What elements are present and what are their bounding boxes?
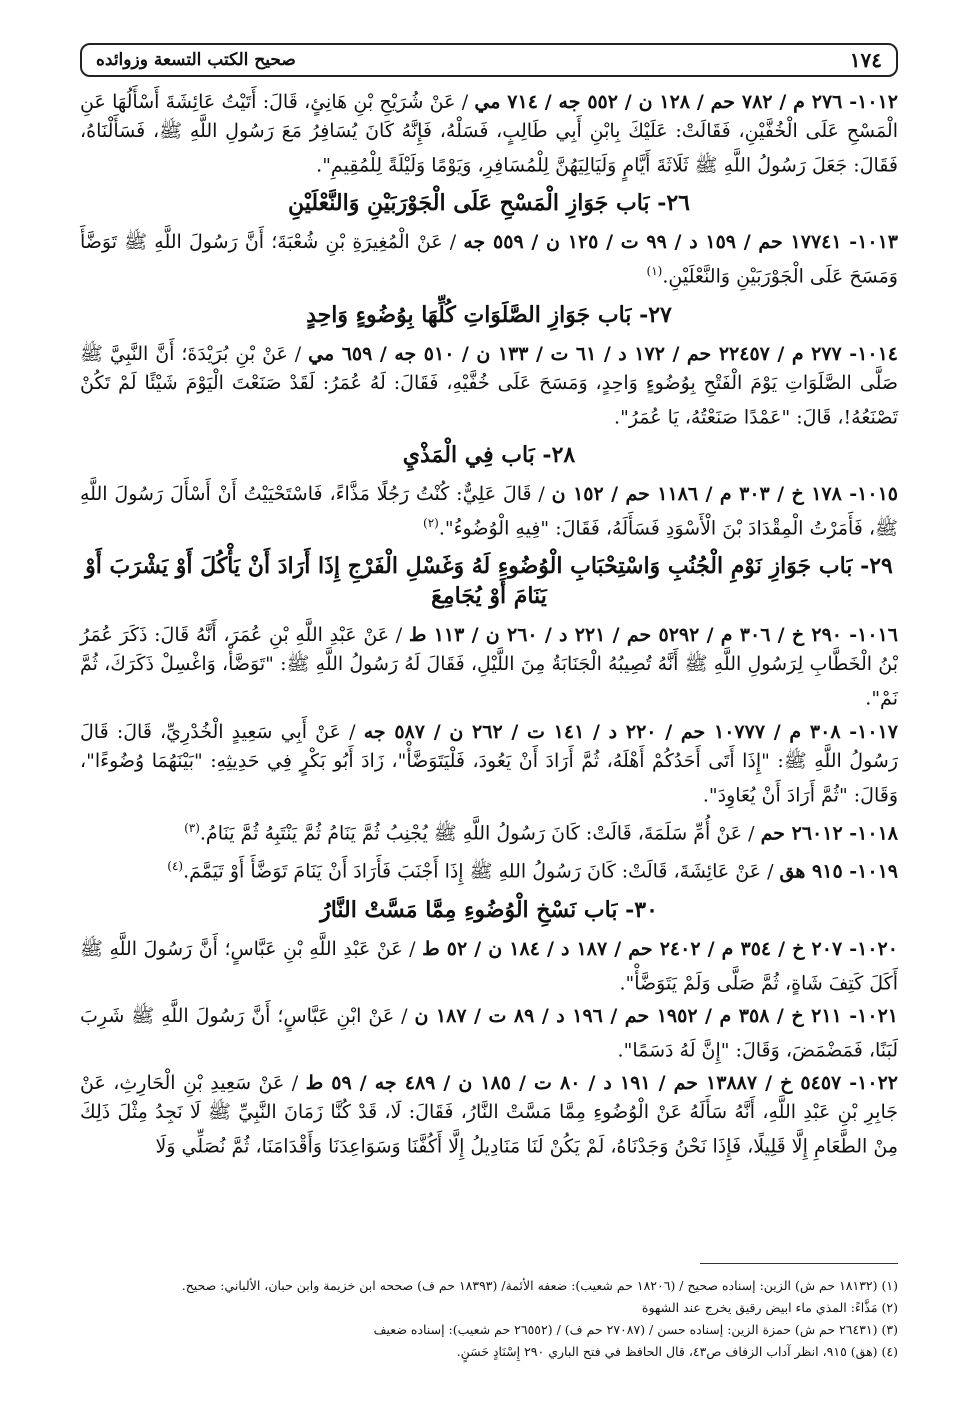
book-title: صحيح الكتب التسعة وزوائده [96, 50, 296, 70]
hadith-references: ١٠١٤- ٢٧٧ م / ٢٢٤٥٧ حم / ١٧٢ د / ٦١ ت / ١٣٣ ن / ٥١٠ جه / ٦٥٩ مي [308, 342, 899, 365]
page-body [80, 88, 898, 1166]
hadith-text: / عَنْ أُمِّ سَلَمَةَ، قَالَتْ: كَانَ رَسُولُ اللَّهِ ﷺ يُجْنِبُ ثُمَّ يَنَامُ ثُمَّ يَنْتَبِهُ ثُمَّ يَنَامُ. [199, 822, 761, 845]
hadith-text: / عَنْ ابْنِ عَبَّاسٍ؛ أَنَّ رَسُولَ اللَّهِ ﷺ شَرِبَ لَبَنًا، فَمَضْمَضَ، وَقَالَ: "إِنَّ لَهُ دَسَمًا". [80, 1004, 898, 1062]
hadith-entry [80, 1069, 898, 1161]
chapter-heading: ٣٠- بَاب نَسْخِ الْوُضُوءِ مِمَّا مَسَّتْ النَّارُ [320, 896, 658, 923]
hadith-text: / عَنْ بْنِ بُرَيْدَةَ؛ أَنَّ النَّبِيَّ ﷺ صَلَّى الصَّلَوَاتِ يَوْمَ الْفَتْحِ بِوُضُوءٍ وَاحِدٍ، وَمَسَحَ عَلَى خُفَّيْهِ، فَقَالَ: لَهُ عُمَرُ: لَقَدْ صَنَعْتَ الْيَوْمَ شَيْئًا لَمْ تَكُنْ تَصْنَعُهُ!، قَالَ: "عَمْدًا صَنَعْتُهُ، يَا عُمَرُ". [80, 342, 898, 428]
hadith-entry [80, 88, 898, 180]
hadith-references: ١٠٢١- ٢١١ خ / ٣٥٨ م / ١٩٥٢ حم / ١٩٦ د / ٨٩ ت / ١٨٧ ن [414, 1004, 898, 1027]
chapter-heading: ٢٦- بَاب جَوَازِ الْمَسْحِ عَلَى الْجَوْرَبَيْنِ وَالنَّعْلَيْنِ [288, 190, 690, 217]
hadith-references: ١٠٢٢- ٥٤٥٧ خ / ١٣٨٨٧ حم / ١٩١ د / ٨٠ ت / ١٨٥ ن / ٤٨٩ جه / ٥٩ ط [305, 1072, 898, 1095]
hadith-references: ١٠١٣- ١٧٧٤١ حم / ١٥٩ د / ٩٩ ت / ١٢٥ ن / ٥٥٩ جه [463, 231, 899, 254]
hadith-entry [80, 480, 898, 543]
footnote-marker: (٣) [184, 820, 200, 835]
hadith-text: / عَنْ عَائِشَةَ، قَالَتْ: كَانَ رَسُولُ اللهِ ﷺ إِذَا أَجْنَبَ فَأَرَادَ أَنْ يَنَامَ تَوَضَّأَ أَوْ تَيَمَّمَ. [183, 860, 780, 883]
hadith-entry [80, 852, 898, 886]
hadith-entry [80, 228, 898, 291]
hadith-entry [80, 1002, 898, 1065]
chapter-heading: ٢٨- بَاب فِي الْمَذْيِ [402, 441, 576, 468]
hadith-entry [80, 340, 898, 432]
hadith-entry [80, 935, 898, 998]
hadith-text: / عَنْ شُرَيْحِ بْنِ هَانِئٍ، قَالَ: أَتَيْتُ عَائِشَةَ أَسْأَلُهَا عَنِ الْمَسْحِ عَلَى الْخُفَّيْنِ، فَقَالَتْ: عَلَيْكَ بِابْنِ أَبِي طَالِبٍ، فَسَلْهُ، فَإِنَّهُ كَانَ يُسَافِرُ مَعَ رَسُولِ اللَّهِ ﷺ، فَسَأَلْنَاهُ، فَقَالَ: جَعَلَ رَسُولُ اللَّهِ ﷺ ثَلَاثَةَ أَيَّامٍ وَلَيَالِيَهُنَّ لِلْمُسَافِرِ، وَيَوْمًا وَلَيْلَةً لِلْمُقِيمِ". [80, 91, 898, 177]
hadith-entry [80, 718, 898, 810]
footnote: (٢) مَذَّاءً: المذي ماء ابيض رقيق يخرج عند الشهوة [641, 1300, 898, 1315]
hadith-references: ١٠١٦- ٢٩٠ خ / ٣٠٦ م / ٥٢٩٢ حم / ٢٢١ د / ٢٦٠ ن / ١١٣ ط [408, 624, 898, 647]
hadith-references: ١٠١٧- ٣٠٨ م / ١٠٧٧٧ حم / ٢٢٠ د / ١٤١ ت / ٢٦٢ ن / ٥٨٧ جه [363, 720, 898, 743]
footnote: (١) (١٨١٣٢ حم ش) الزين: إسناده صحيح / (١٨٢٠٦ حم شعيب): ضعفه الأئمة/ (١٨٣٩٣ حم ف) صححه ابن خزيمة وابن حبان، الألباني: صحيح. [181, 1278, 898, 1293]
footnote: (٣) (٢٦٤٣١ حم ش) حمزة الزين: إسناده حسن / (٢٧٠٨٧ حم ف) / (٢٦٥٥٢ حم شعيب): إسناده ضعيف [373, 1322, 898, 1337]
hadith-references: ١٠١٨- ٢٦٠١٢ حم [760, 822, 898, 845]
hadith-text: / عَنْ سَعِيدِ بْنِ الْحَارِثِ، عَنْ جَابِرِ بْنِ عَبْدِ اللَّهِ، أَنَّهُ سَأَلَهُ عَنْ الْوُضُوءِ مِمَّا مَسَّتْ النَّارُ، فَقَالَ: لَا، قَدْ كُنَّا زَمَانَ النَّبِيِّ ﷺ لَا نَجِدُ مِثْلَ ذَلِكَ مِنْ الطَّعَامِ إِلَّا قَلِيلًا، فَإِذَا نَحْنُ وَجَدْنَاهُ، لَمْ يَكُنْ لَنَا مَنَادِيلُ إِلَّا أَكُفَّنَا وَسَوَاعِدَنَا وَأَقْدَامَنَا، ثُمَّ نُصَلِّي وَلَا [80, 1072, 898, 1158]
hadith-entry [80, 814, 898, 848]
hadith-text: / قَالَ عَلِيٌّ: كُنْتُ رَجُلًا مَذَّاءً، فَاسْتَحْيَيْتُ أَنْ أَسْأَلَ رَسُولَ اللَّهِ ﷺ، فَأَمَرْتُ الْمِقْدَادَ بْنَ الْأَسْوَدِ فَسَأَلَهُ، فَقَالَ: "فِيهِ الْوُضُوءُ". [80, 482, 898, 540]
hadith-references: ١٠١٩- ٩١٥ هق [779, 860, 898, 883]
hadith-text: / عَنْ أَبِي سَعِيدٍ الْخُدْرِيِّ، قَالَ: قَالَ رَسُولُ اللَّهِ ﷺ: "إِذَا أَتَى أَحَدُكُمْ أَهْلَهُ، ثُمَّ أَرَادَ أَنْ يَعُودَ، فَلْيَتَوَضَّأْ"، زَادَ أَبُو بَكْرٍ فِي حَدِيثِهِ: "بَيْنَهُمَا وُضُوءًا"، وَقَالَ: "ثُمَّ أَرَادَ أَنْ يُعَاوِدَ". [80, 720, 898, 806]
page-header [80, 43, 898, 77]
footnote-divider [700, 1263, 898, 1264]
page-number: ١٧٤ [849, 48, 882, 72]
chapter-heading: ٢٩- بَاب جَوَازِ نَوْمِ الْجُنُبِ وَاسْتِحْبَابِ الْوُضُوءِ لَهُ وَغَسْلِ الْفَرْجِ إِذَا أَرَادَ أَنْ يَأْكُلَ أَوْ يَشْرَبَ أَوْ يَنَامَ أَوْ يُجَامِعَ [85, 553, 893, 610]
hadith-text: / عَنْ عَبْدِ اللَّهِ بْنِ عَبَّاسٍ؛ أَنَّ رَسُولَ اللَّهِ ﷺ أَكَلَ كَتِفَ شَاةٍ، ثُمَّ صَلَّى وَلَمْ يَتَوَضَّأْ". [80, 937, 898, 994]
hadith-entry [80, 621, 898, 713]
chapter-heading: ٢٧- بَاب جَوَازِ الصَّلَوَاتِ كُلِّهَا بِوُضُوءٍ وَاحِدٍ [306, 301, 672, 328]
footnote-marker: (١) [646, 264, 663, 279]
footnote-marker: (٢) [423, 515, 439, 530]
footnotes [80, 1275, 898, 1363]
footnote-marker: (٤) [167, 859, 184, 874]
footnote: (٤) (هق) ٩١٥، انظر آداب الزفاف ص٤٣، قال الحافظ في فتح الباري ٢٩٠ إِسْنَادٍ حَسَنٍ. [456, 1344, 898, 1359]
hadith-text: / عَنْ الْمُغِيرَةِ بْنِ شُعْبَةَ؛ أَنَّ رَسُولَ اللَّهِ ﷺ تَوَضَّأَ وَمَسَحَ عَلَى الْجَوْرَبَيْنِ وَالنَّعْلَيْنِ. [80, 231, 898, 288]
hadith-references: ١٠١٥- ١٧٨ خ / ٣٠٣ م / ١١٨٦ حم / ١٥٢ ن [551, 482, 898, 505]
hadith-references: ١٠١٢- ٢٧٦ م / ٧٨٢ حم / ١٢٨ ن / ٥٥٢ جه / ٧١٤ مي [474, 91, 898, 113]
hadith-references: ١٠٢٠- ٢٠٧ خ / ٣٥٤ م / ٢٤٠٢ حم / ١٨٧ د / ١٨٤ ن / ٥٢ ط [422, 937, 898, 960]
hadith-text: / عَنْ عَبْدِ اللَّهِ بْنِ عُمَرَ، أَنَّهُ قَالَ: ذَكَرَ عُمَرُ بْنُ الْخَطَّابِ لِرَسُولِ اللَّهِ ﷺ أَنَّهُ تُصِيبُهُ الْجَنَابَةُ مِنَ اللَّيْلِ، فَقَالَ لَهُ رَسُولُ اللَّهِ ﷺ: "تَوَضَّأْ، وَاغْسِلْ ذَكَرَكَ، ثُمَّ نَمْ". [80, 624, 898, 710]
